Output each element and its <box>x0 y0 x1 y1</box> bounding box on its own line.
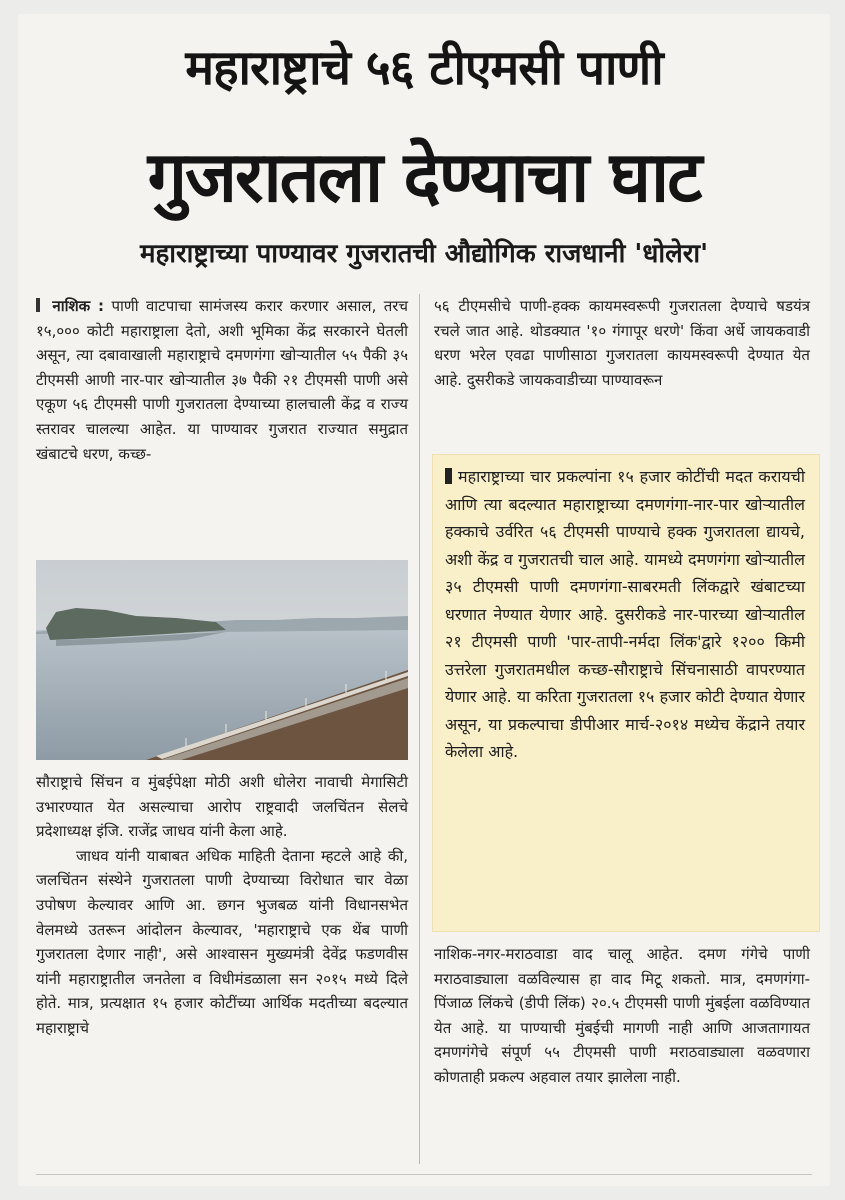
highlight-text: महाराष्ट्राच्या चार प्रकल्पांना १५ हजार कोटींची मदत करायची आणि त्या बदल्यात महाराष्ट्राच्या दमणगंगा-नार-पार खोऱ्यातील हक्काचे उर्वरित ५६ टीएमसी पाण्याचे हक्क गुजरातला द्यायचे, अशी केंद्र व गुजरातची चाल आहे. यामध्ये दमणगंगा खोऱ्यातील ३५ टीएमसी पाणी दमणगंगा-साबरमती लिंकद्वारे खंबाटच्या धरणात नेण्यात येणार आहे. दुसरीकडे नार-पारच्या खोऱ्यातील २१ टीएमसी पाणी 'पार-तापी-नर्मदा लिंक'द्वारे १२०० किमी उत्तरेला गुजरातमधील कच्छ-सौराष्ट्राचे सिंचनासाठी वापरण्यात येणार आहे. या करिता गुजरातला १५ हजार कोटी देण्यात येणार असून, या प्रकल्पाचा डीपीआर मार्च-२०१४ मध्येच केंद्राने तयार केलेला आहे. <box>445 467 805 761</box>
article-text-right-top: ५६ टीएमसीचे पाणी-हक्क कायमस्वरूपी गुजरातला देण्याचे षडयंत्र रचले जात आहे. थोडक्यात '१० गंगापूर धरणे' किंवा अर्धे जायकवाडी धरण भरेल एवढा पाणीसाठा गुजरातला कायमस्वरूपी देण्यात येत आहे. दुसरीकडे जायकवाडीच्या पाण्यावरून <box>434 297 810 389</box>
dam-lake-photo <box>36 560 408 760</box>
headline-line-1: महाराष्ट्राचे ५६ टीएमसी पाणी <box>185 40 663 96</box>
article-text-left-bottom-1: सौराष्ट्राचे सिंचन व मुंबईपेक्षा मोठी अशी धोलेरा नावाची मेगासिटी उभारण्यात येत असल्याचा आरोप राष्ट्रवादी जलचिंतन सेलचे प्रदेशाध्यक्ष इंजि. राजेंद्र जाधव यांनी केला आहे. <box>36 773 408 841</box>
article-text-left-top: पाणी वाटपाचा सामंजस्य करार करणार असाल, तरच १५,००० कोटी महाराष्ट्राला देतो, अशी भूमिका केंद्र सरकारने घेतली असून, त्या दबावाखाली महाराष्ट्राचे दमणगंगा खोऱ्यातील ५५ पैकी ३५ टीएमसी आणी नार-पार खोऱ्यातील ३७ पैकी २१ टीएमसी पाणी असे एकूण ५६ टीएमसी पाणी गुजरातला देण्याच्या हालचाली केंद्र व राज्य स्तरावर चालल्या आहेत. या पाण्यावर गुजरात राज्यात समुद्रात खंबाटचे धरण, कच्छ- <box>36 297 408 463</box>
article-column-right-bottom <box>434 942 810 1090</box>
newspaper-clipping <box>18 14 830 1186</box>
article-column-left-top <box>36 294 408 466</box>
highlight-text-block <box>445 463 805 766</box>
highlight-marker-icon <box>445 468 452 484</box>
headline-line-2: गुजरातला देण्याचा घाट <box>147 136 701 218</box>
dateline-marker-icon <box>36 298 40 312</box>
subheadline: महाराष्ट्राच्या पाण्यावर गुजरातची औद्योगिक राजधानी 'धोलेरा' <box>139 239 709 269</box>
column-divider <box>419 294 420 1164</box>
dateline: नाशिक : <box>52 297 105 315</box>
bottom-rule <box>36 1174 812 1175</box>
highlight-box <box>432 454 820 932</box>
article-text-left-bottom-2: जाधव यांनी याबाबत अधिक माहिती देताना म्हटले आहे की, जलचिंतन संस्थेने गुजरातला पाणी देण्याच्या विरोधात चार वेळा उपोषण केल्यावर आणि आ. छगन भुजबळ यांनी विधानसभेत वेलमध्ये उतरून आंदोलन केल्यावर, 'महाराष्ट्राचे एक थेंब पाणी गुजरातला देणार नाही', असे आश्वासन मुख्यमंत्री देवेंद्र फडणवीस यांनी महाराष्ट्रातील जनतेला व विधीमंडळाला सन २०१५ मध्ये दिले होते. मात्र, प्रत्यक्षात १५ हजार कोटींच्या आर्थिक मदतीच्या बदल्यात महाराष्ट्राचे <box>36 846 408 1037</box>
article-text-right-bottom: नाशिक-नगर-मराठवाडा वाद चालू आहेत. दमण गंगेचे पाणी मराठवाड्याला वळविल्यास हा वाद मिटू शकतो. मात्र, दमणगंगा-पिंजाळ लिंकचे (डीपी लिंक) २०.५ टीएमसी पाणी मुंबईला वळविण्यात येत आहे. या पाण्याची मुंबईची मागणी नाही आणि आजतागायत दमणगंगेचे संपूर्ण ५५ टीएमसी पाणी मराठवाड्याला वळवणारा कोणताही प्रकल्प अहवाल तयार झालेला नाही. <box>434 945 810 1086</box>
dam-photo-icon <box>36 560 408 760</box>
article-column-right-top <box>434 294 810 392</box>
article-column-left-bottom <box>36 770 408 1041</box>
